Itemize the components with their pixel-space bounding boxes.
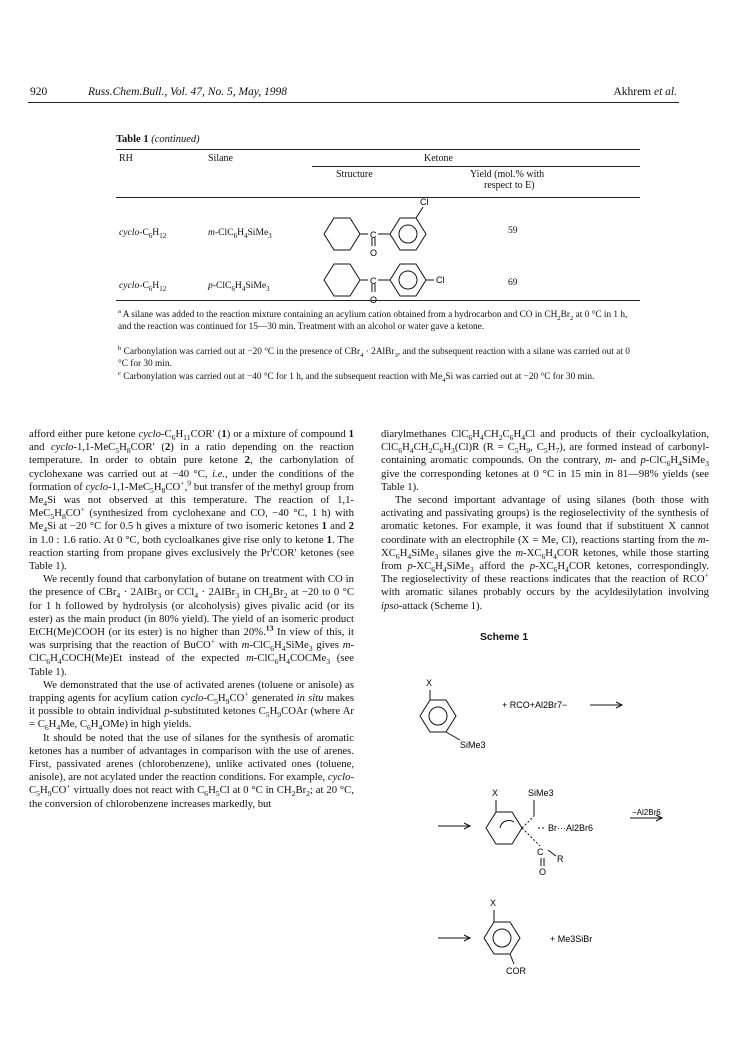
svg-text:Cl: Cl: [436, 275, 445, 285]
left-column: [29, 428, 354, 811]
footnote-c: $^c$ Carbonylation was carried out at −40 °C for 1 h, and the subsequent reaction with $Me_4Si$ was carried out at −20 °C for 30 min.: [118, 369, 595, 384]
table-title: Table 1 (continued): [116, 134, 200, 145]
svg-text:C: C: [370, 230, 377, 240]
header-rule: [28, 102, 679, 103]
svg-text:C: C: [370, 276, 377, 286]
svg-text:O: O: [539, 867, 547, 877]
paragraph: afford either pure ketone cyclo-$C_6H_{11}COR'$ (1) or a mixture of compound 1 and cyclo-$1,1-MeC_5H_8COR'$ (2) in a ratio depending on the reaction temperature. In order to obtain pure ketone 2, the carbonylation of cyclohexane was carried out at −40 °C, i.e., under the conditions of the formation of cyclo-$1,1-MeC_5H_8CO^+,^9$ but transfer of the methyl group from $Me_4Si$ was not observed at this temperature. The reaction of $1,1-MeC_5H_8CO^+$ (synthesized from cyclohexane and CO, −40 °C, 1 h) with $Me_4Si$ at −20 °C for 0.5 h gives a mixture of two isomeric ketones 1 and 2 in 1.0 : 1.6 ratio. At 0 °C, both cycloalkanes give rise only to ketone 1. The reaction starting from propane gives exclusively the Pr$^i$COR′ ketones (see Table 1).: [29, 428, 355, 573]
footnote-b: $^b$ Carbonylation was carried out at −20 °C in the presence of CBr$_4$ · 2AlBr$_3$, and the subsequent reaction with a silane was carried out at 0 °C for 30 min.: [118, 344, 630, 370]
svg-text:−Al2Br6: −Al2Br6: [632, 808, 661, 817]
svg-text:X: X: [426, 678, 433, 688]
col-header-rh: RH: [119, 153, 133, 164]
col-header-silane: Silane: [208, 153, 233, 164]
svg-text:+ Me3SiBr: + Me3SiBr: [550, 934, 593, 944]
paragraph: diarylmethanes $ClC_6H_4CH_2C_6H_4Cl$ and products of their cycloalkylation, $ClC_6H_4CH_2C_6H_3(Cl)R$ ($R = C_5H_9$, $C_5H_7$), are formed instead of carbonyl-containing aromatic compounds. On the contrary, m- and $p-ClC_6H_4SiMe_3$ give the corresponding ketones at 0 °C in 15 min in 81—98% yields (see Table 1).: [381, 428, 709, 493]
svg-text:COR: COR: [506, 966, 526, 976]
svg-text:SiMe3: SiMe3: [460, 740, 486, 750]
authors: Akhrem et al.: [613, 86, 677, 98]
page-number: 920: [30, 86, 48, 98]
scheme-1-diagram: [400, 650, 720, 990]
paragraph: We demonstrated that the use of activated arenes (toluene or anisole) as trapping agents for acylium cation cyclo-$C_5H_9CO^+$ generated in situ makes it possible to obtain individual p-substituted ketones $C_5H_9COAr$ (where $Ar = C_6H_4Me$, $C_6H_4OMe$) in high yields.: [29, 678, 354, 733]
svg-text:O: O: [370, 248, 378, 258]
table-top-rule: [116, 149, 640, 150]
svg-text:X: X: [490, 898, 497, 908]
paragraph: The second important advantage of using silanes (both those with activating and passivating groups) is the regioselectivity of the synthesis of aromatic ketones. For example, it was found that if substituent X cannot coordinate with an electrophile (X = Me, Cl), reactions starting from the $m-XC_6H_4SiMe_3$ silanes give the $m-XC_6H_4COR$ ketones, while those starting from $p-XC_6H_4SiMe_3$ afford the $p-XC_6H_4COR$ ketones, correspondingly. The regioselectivity of these reactions indicates that the reaction of RCO+ with aromatic silanes probably occurs by the acyldesilylation involving ipso-attack (Scheme 1).: [381, 494, 710, 612]
ketone-structure-meta: [310, 196, 460, 260]
paragraph: It should be noted that the use of silanes for the synthesis of aromatic ketones has a number of advantages in comparison with the use of arenes. First, passivated arenes (chlorobenzene), unlike activated ones (toluene, anisole), are not acylated under the reaction conditions. For example, cyclo-$C_5H_9CO^+$ virtually does not react with $C_6H_5Cl$ at 0 °C in $CH_2Br_2$; at 20 °C, the conversion of chlorobenzene increases markedly, but: [29, 731, 354, 810]
table-cell-silane: $p-ClC_6H_4SiMe_3$: [208, 280, 270, 293]
yield-value: 69: [508, 277, 518, 288]
svg-text:R: R: [557, 854, 564, 864]
svg-text:SiMe3: SiMe3: [528, 788, 554, 798]
col-header-yield-1: Yield (mol.% with: [470, 169, 545, 180]
table-row: cyclo-$C_6H_{12}$: [119, 227, 167, 240]
paragraph: We recently found that carbonylation of butane on treatment with CO in the presence of CBr$_4$ · 2AlBr$_3$ or CCl$_4$ · 2AlBr$_3$ in $CH_2Br_2$ at −20 to 0 °C for 1 h followed by hydrolysis (or alcoholysis) gives pivalic acid (or its ester) as the main product (in 80% yield). The yield of an isomeric product EtCH(Me)COOH (or its ester) is no higher than 20%.$^{13}$ In view of this, it was surprising that the reaction of BuCO+ with $m-ClC_6H_4SiMe_3$ gives $m-ClC_6H_4COCH(Me)Et$ instead of the expected $m-ClC_6H_4COCMe_3$ (see Table 1).: [29, 573, 355, 678]
svg-text:C: C: [537, 847, 544, 857]
table-bottom-rule: [116, 300, 640, 301]
svg-text:Br···Al2Br6: Br···Al2Br6: [548, 823, 594, 833]
svg-text:X: X: [492, 788, 499, 798]
table-row: cyclo-$C_6H_{12}$: [119, 280, 167, 293]
running-header: [0, 86, 739, 102]
col-header-ketone: Ketone: [424, 153, 453, 164]
ketone-header-rule: [312, 166, 640, 167]
footnote-a: $^a$ A silane was added to the reaction mixture containing an acylium cation obtained from a hydrocarbon and CO in $CH_2Br_2$ at 0 °C in 1 h, and the reaction was continued for 15—30 min. Treatment with an alcohol or water gave a ketone.: [118, 307, 628, 333]
svg-text:+ RCO+Al2Br7−: + RCO+Al2Br7−: [502, 700, 568, 710]
right-column: [381, 428, 709, 613]
svg-text:Cl: Cl: [420, 197, 429, 207]
table-cell-silane: $m-ClC_6H_4SiMe_3$: [208, 227, 272, 240]
ketone-structure-para: [310, 256, 470, 304]
col-header-yield-2: respect to E): [484, 180, 535, 191]
col-header-structure: Structure: [336, 169, 373, 180]
scheme-title: Scheme 1: [480, 632, 529, 643]
journal-citation: Russ.Chem.Bull., Vol. 47, No. 5, May, 1998: [88, 86, 288, 98]
yield-value: 59: [508, 225, 518, 236]
